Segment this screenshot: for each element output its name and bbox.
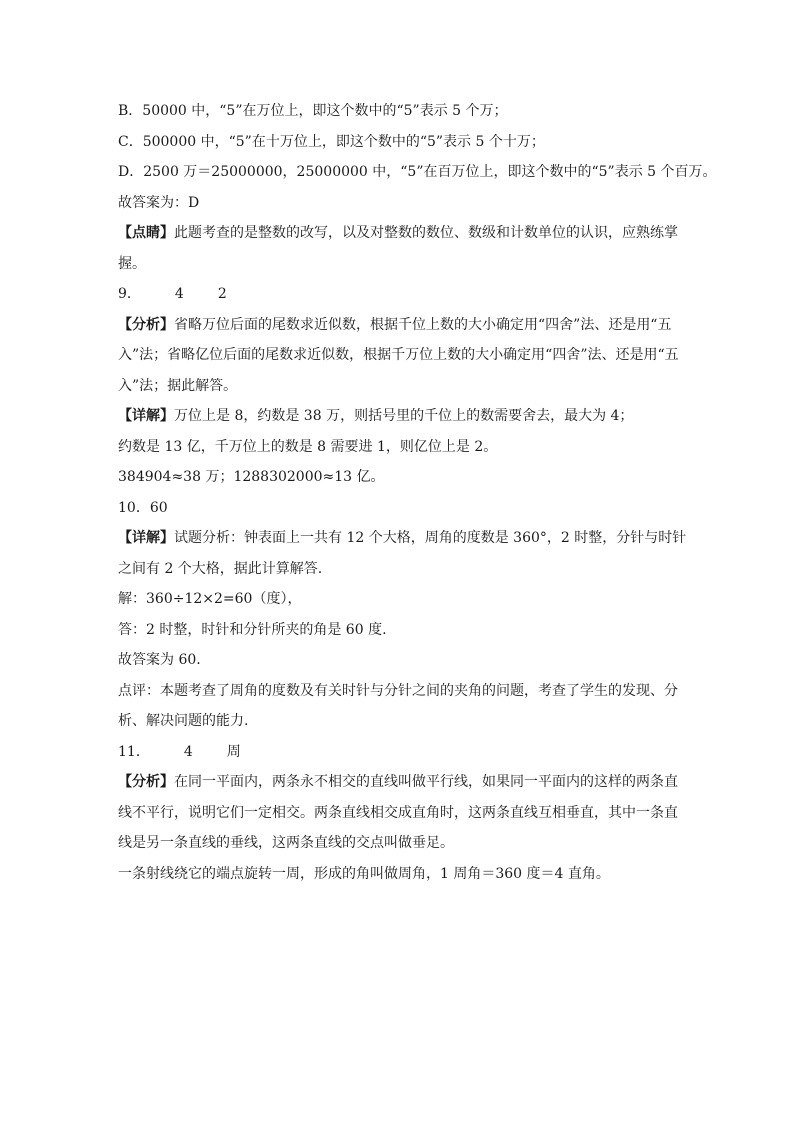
detail-line-cont: 384904≈38 万；1288302000≈13 亿。 <box>118 469 385 485</box>
question-number: 11． <box>118 743 150 760</box>
detail-tag: 【详解】 <box>118 408 174 424</box>
question-number: 9． <box>118 286 141 302</box>
reply-line: 答：2 时整，时针和分针所夹的角是 60 度. <box>118 621 387 638</box>
analysis-line <box>118 310 688 341</box>
answer-blank-2: 周 <box>226 743 241 760</box>
detail-tag: 【详解】 <box>118 530 174 546</box>
solution-line: 解：360÷12×2=60（度）， <box>118 591 302 607</box>
option-d-line: D．2500 万＝25000000，25000000 中，“5”在百万位上，即这个数中的“5”表示 5 个百万。 <box>118 164 717 180</box>
analysis-line-cont: 线不平行，说明它们一定相交。两条直线相交成直角时，这两条直线互相垂直，其中一条直 <box>118 804 678 821</box>
option-c-line: C．500000 中，“5”在十万位上，即这个数中的“5”表示 5 个十万； <box>118 133 545 150</box>
analysis-text: 在同一平面内，两条永不相交的直线叫做平行线，如果同一平面内的这样的两条直 <box>174 774 678 790</box>
question-9-answer <box>118 279 688 310</box>
analysis-text: 省略万位后面的尾数求近似数，根据千位上数的大小确定用“四舍”法、还是用“五 <box>174 316 672 333</box>
analysis-line-cont: 线是另一条直线的垂线，这两条直线的交点叫做垂足。 <box>118 835 454 851</box>
answer-line: 故答案为 60. <box>118 652 201 668</box>
detail-line <box>118 401 688 432</box>
detail-line <box>118 523 688 554</box>
detail-line-cont: 约数是 13 亿，千万位上的数是 8 需要进 1，则亿位上是 2。 <box>118 438 498 455</box>
detail-line-cont: 之间有 2 个大格，据此计算解答. <box>118 560 323 577</box>
analysis-line <box>118 767 688 798</box>
question-10-answer: 10．60 <box>118 499 168 516</box>
answer-content <box>118 96 717 889</box>
answer-line: 故答案为：D <box>118 194 200 211</box>
analysis-line-cont: 入”法；据此解答。 <box>118 377 238 394</box>
comment-line-cont: 握。 <box>118 255 146 272</box>
analysis-tag: 【分析】 <box>118 316 174 333</box>
question-11-answer <box>118 737 688 768</box>
comment-text: 此题考查的是整数的改写，以及对整数的数位、数级和计数单位的认识，应熟练掌 <box>174 225 678 241</box>
answer-blank-1: 4 <box>183 743 193 760</box>
analysis-line-cont: 一条射线绕它的端点旋转一周，形成的角叫做周角，1 周角＝360 度＝4 直角。 <box>118 865 610 882</box>
detail-text: 试题分析：钟表面上一共有 12 个大格，周角的度数是 360°，2 时整，分针与时针 <box>174 530 687 546</box>
detail-text: 万位上是 8，约数是 38 万，则括号里的千位上的数需要舍去，最大为 4； <box>174 408 634 424</box>
option-b-line: B．50000 中，“5”在万位上，即这个数中的“5”表示 5 个万； <box>118 103 508 119</box>
review-line-cont: 析、解决问题的能力. <box>118 713 249 729</box>
comment-tag: 【点睛】 <box>118 225 174 241</box>
comment-line <box>118 218 688 249</box>
analysis-tag: 【分析】 <box>118 774 174 790</box>
analysis-line-cont: 入”法；省略亿位后面的尾数求近似数，根据千万位上数的大小确定用“四舍”法、还是用“五 <box>118 347 679 363</box>
answer-blank-1: 4 <box>174 286 184 302</box>
review-line: 点评：本题考查了周角的度数及有关时针与分针之间的夹角的问题，考查了学生的发现、分 <box>118 682 678 699</box>
answer-blank-2: 2 <box>217 286 227 302</box>
